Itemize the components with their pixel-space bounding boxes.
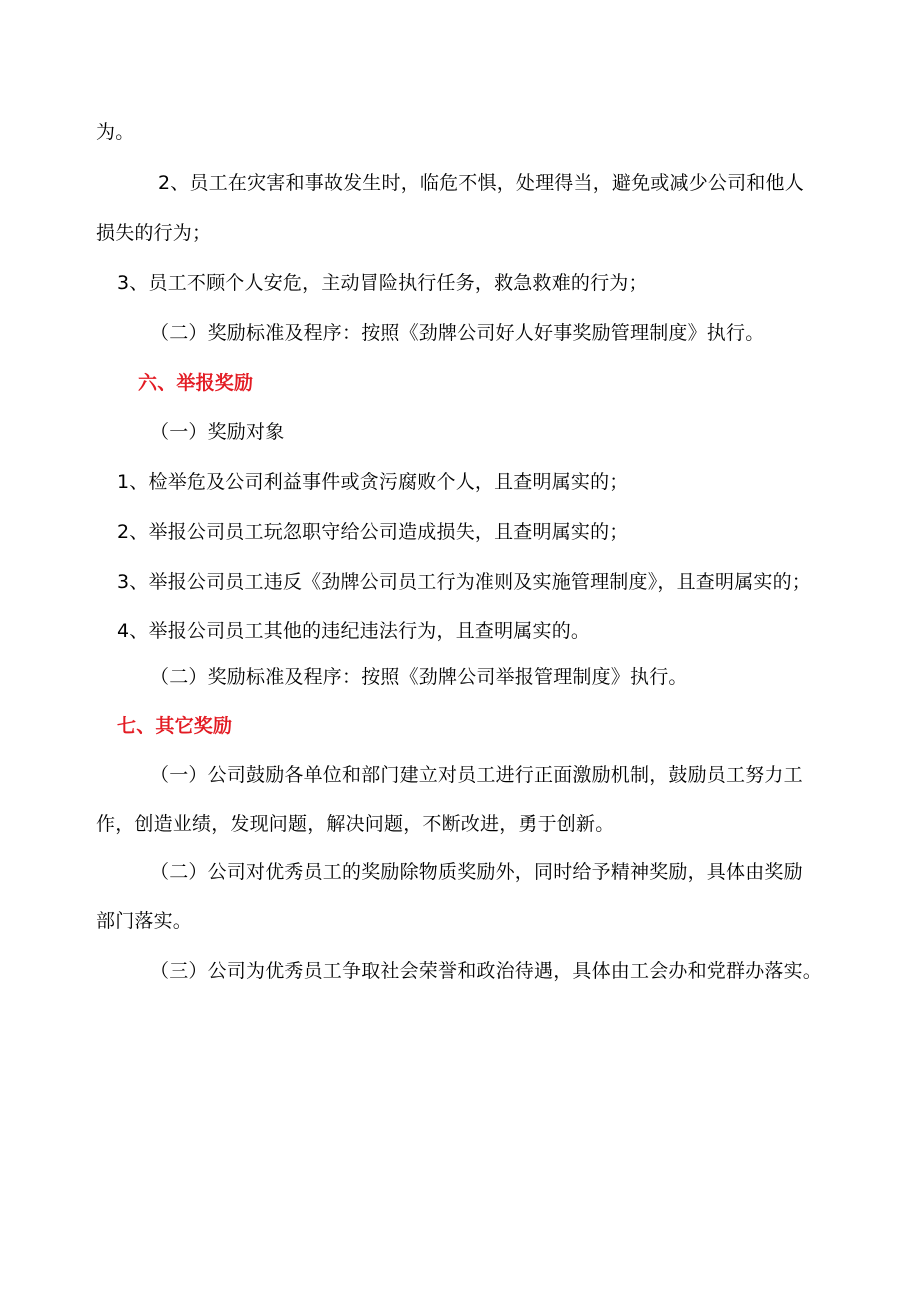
sub-clause: （三）公司为优秀员工争取社会荣誉和政治待遇，具体由工会办和党群办落实。 [150,960,823,982]
list-item: 2、员工在灾害和事故发生时，临危不惧，处理得当，避免或减少公司和他人 [158,172,804,194]
list-item: 1、检举危及公司利益事件或贪污腐败个人，且查明属实的； [117,471,629,493]
sub-clause-continuation: 作，创造业绩，发现问题，解决问题，不断改进，勇于创新。 [96,813,615,835]
sub-clause: （二）奖励标准及程序：按照《劲牌公司举报管理制度》执行。 [150,666,688,688]
sub-clause: （二）奖励标准及程序：按照《劲牌公司好人好事奖励管理制度》执行。 [150,322,765,344]
list-item: 3、员工不顾个人安危，主动冒险执行任务，救急救难的行为； [117,272,648,294]
list-item: 2、举报公司员工玩忽职守给公司造成损失，且查明属实的； [117,521,629,543]
paragraph-continuation: 为。 [96,121,135,143]
list-item: 3、举报公司员工违反《劲牌公司员工行为准则及实施管理制度》，且查明属实的； [117,571,811,593]
sub-clause: （二）公司对优秀员工的奖励除物质奖励外，同时给予精神奖励，具体由奖励 [150,861,803,883]
sub-clause-continuation: 部门落实。 [96,910,193,932]
list-item-continuation: 损失的行为； [96,222,212,244]
section-heading: 七、其它奖励 [117,715,233,737]
sub-clause: （一）奖励对象 [150,421,285,443]
section-heading: 六、举报奖励 [138,372,254,394]
list-item: 4、举报公司员工其他的违纪违法行为，且查明属实的。 [117,620,591,642]
sub-clause: （一）公司鼓励各单位和部门建立对员工进行正面激励机制，鼓励员工努力工 [150,764,803,786]
